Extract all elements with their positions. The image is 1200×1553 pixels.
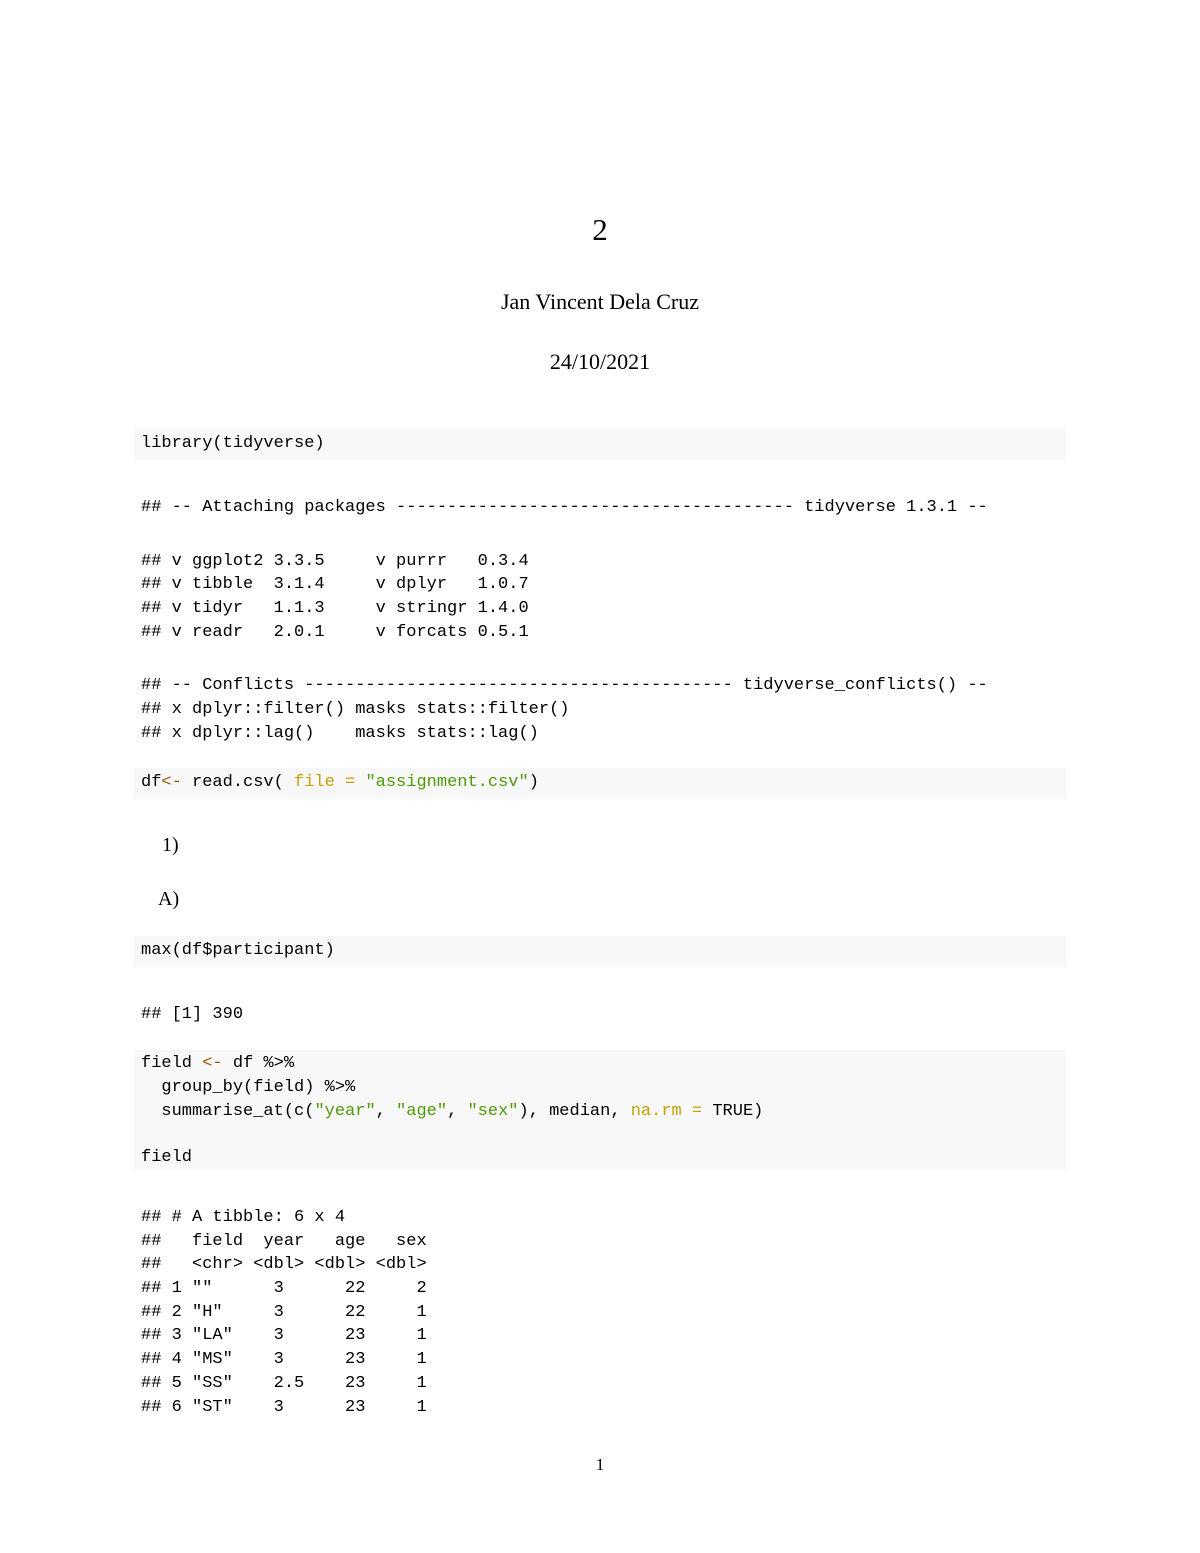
code-token: df %>% bbox=[222, 1054, 295, 1073]
output-line: ## v tidyr 1.1.3 v stringr 1.4.0 bbox=[141, 599, 529, 619]
code-line: group_by(field) %>% bbox=[141, 1078, 356, 1097]
code-token: summarise_at(c( bbox=[141, 1102, 315, 1121]
code-token: = bbox=[334, 773, 366, 792]
code-line: library(tidyverse) bbox=[141, 434, 325, 453]
output-line: ## <chr> <dbl> <dbl> <dbl> bbox=[141, 1255, 427, 1275]
output-max bbox=[141, 1003, 243, 1027]
code-line bbox=[141, 771, 1066, 795]
code-token: "year" bbox=[314, 1102, 376, 1121]
document-author: Jan Vincent Dela Cruz bbox=[500, 289, 700, 314]
code-token: "assignment.csv" bbox=[365, 773, 529, 792]
output-line: ## 3 "LA" 3 23 1 bbox=[141, 1326, 427, 1346]
code-chunk-read-csv bbox=[134, 768, 1066, 799]
section-heading-a: A) bbox=[158, 888, 180, 910]
output-line: ## x dplyr::lag() masks stats::lag() bbox=[141, 723, 539, 743]
code-chunk-max bbox=[134, 936, 1066, 967]
code-line bbox=[141, 1052, 1066, 1076]
output-tibble bbox=[141, 1206, 427, 1419]
document-date: 24/10/2021 bbox=[549, 349, 651, 374]
output-line bbox=[141, 520, 988, 550]
code-token: na.rm bbox=[630, 1102, 682, 1121]
code-line: field bbox=[141, 1148, 193, 1167]
code-token: ), median, bbox=[518, 1102, 631, 1121]
output-line: ## v tibble 3.1.4 v dplyr 1.0.7 bbox=[141, 575, 529, 595]
output-line: ## # A tibble: 6 x 4 bbox=[141, 1208, 346, 1227]
code-line-blank bbox=[141, 1124, 1066, 1146]
output-line: ## [1] 390 bbox=[141, 1005, 244, 1024]
code-token: file bbox=[294, 773, 335, 792]
code-token: <- bbox=[202, 1054, 223, 1073]
code-token: "age" bbox=[396, 1102, 448, 1121]
output-line bbox=[141, 644, 988, 674]
code-token: = bbox=[681, 1102, 713, 1121]
code-token: df bbox=[141, 773, 162, 792]
output-tidyverse-attach bbox=[141, 496, 988, 746]
code-token: field bbox=[141, 1054, 203, 1073]
code-token: , bbox=[375, 1102, 397, 1121]
output-line: ## v ggplot2 3.3.5 v purrr 0.3.4 bbox=[141, 551, 529, 571]
page-number: 1 bbox=[595, 1455, 605, 1474]
output-line: ## 1 "" 3 22 2 bbox=[141, 1279, 427, 1299]
code-token: TRUE) bbox=[712, 1102, 764, 1121]
code-line bbox=[141, 1100, 1066, 1124]
code-token: "sex" bbox=[467, 1102, 519, 1121]
output-line: ## field year age sex bbox=[141, 1231, 427, 1251]
code-chunk-library bbox=[134, 429, 1066, 460]
code-chunk-summarise bbox=[134, 1050, 1066, 1170]
code-token: <- bbox=[161, 773, 182, 792]
code-token: read.csv( bbox=[181, 773, 295, 792]
output-line: ## 4 "MS" 3 23 1 bbox=[141, 1350, 427, 1370]
output-line: ## 5 "SS" 2.5 23 1 bbox=[141, 1373, 427, 1393]
output-line: ## x dplyr::filter() masks stats::filter() bbox=[141, 700, 570, 720]
output-line: ## 2 "H" 3 22 1 bbox=[141, 1302, 427, 1322]
output-line: ## v readr 2.0.1 v forcats 0.5.1 bbox=[141, 622, 529, 642]
output-line: ## 6 "ST" 3 23 1 bbox=[141, 1397, 427, 1417]
document-title: 2 bbox=[592, 212, 608, 247]
output-line: ## -- Attaching packages --------------------------------------- tidyverse 1.3.1 -- bbox=[141, 498, 988, 517]
code-token: ) bbox=[528, 773, 539, 792]
code-line: max(df$participant) bbox=[141, 941, 335, 960]
output-line: ## -- Conflicts ------------------------------------------ tidyverse_conflicts() -- bbox=[141, 676, 988, 696]
section-heading-1: 1) bbox=[162, 834, 179, 856]
code-token: , bbox=[447, 1102, 468, 1121]
